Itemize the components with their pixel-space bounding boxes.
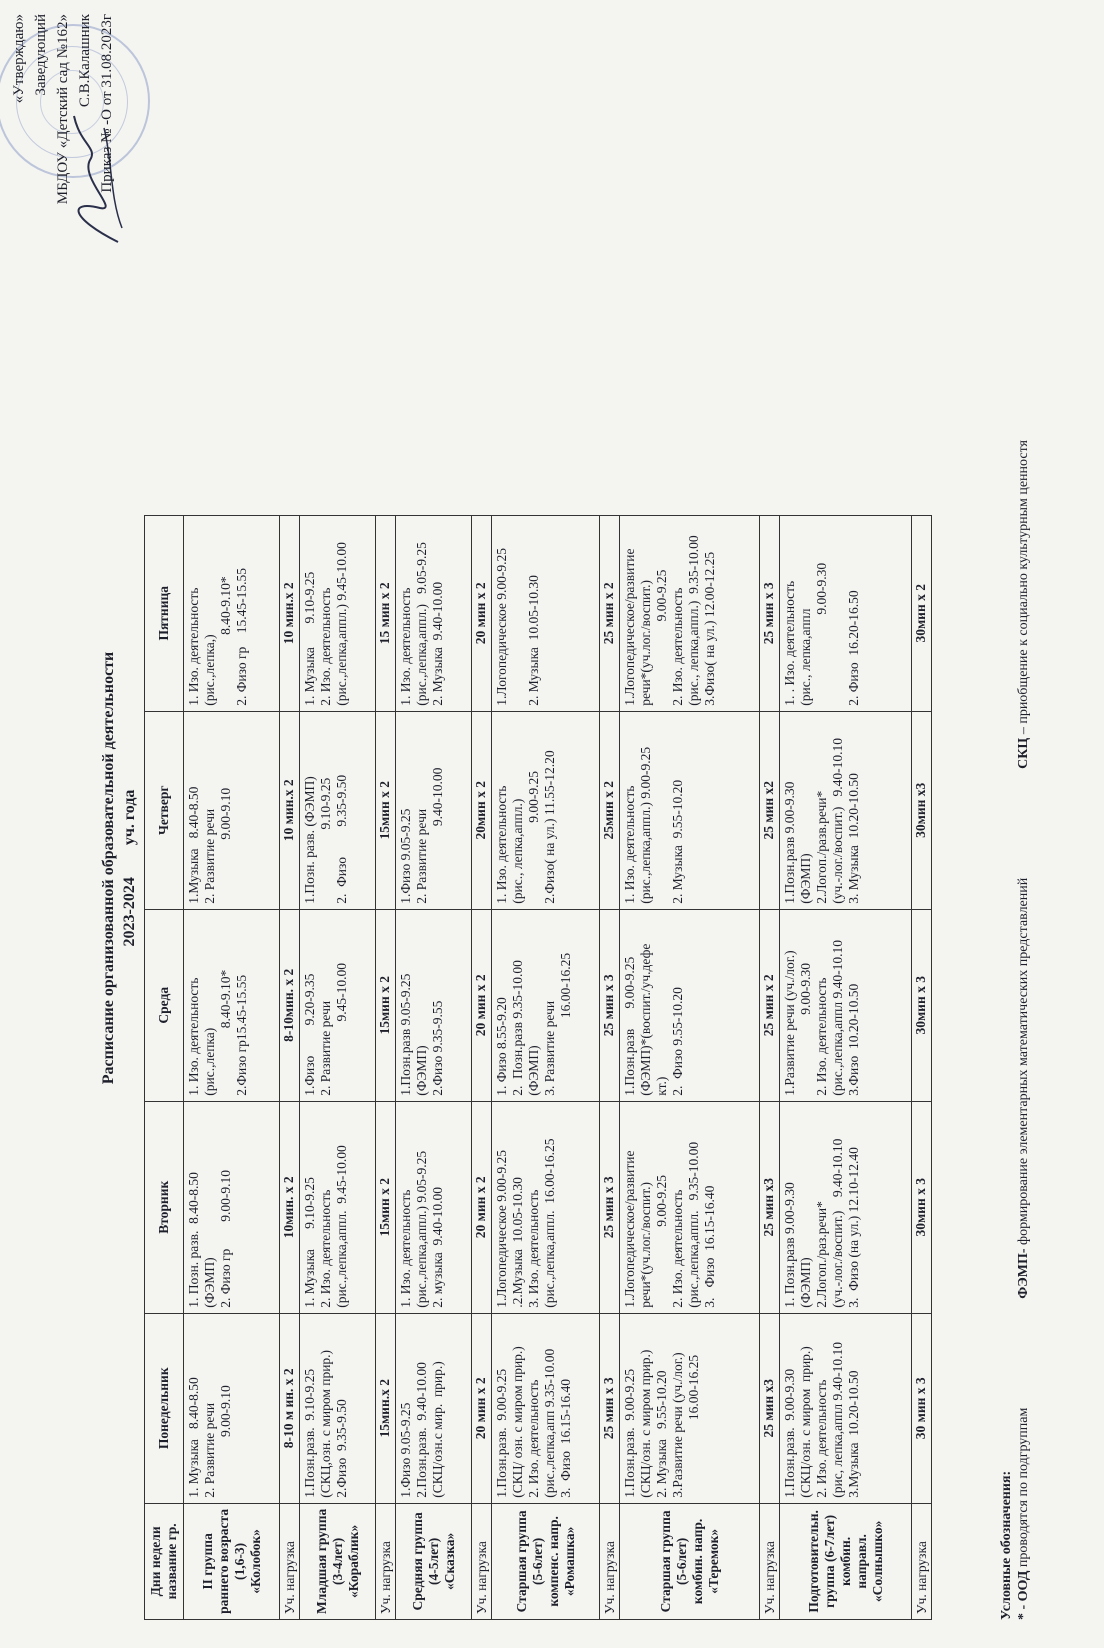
- lesson-line: 16.00-16.25: [558, 952, 573, 1096]
- lesson-line: 9.00-9.10: [218, 787, 233, 904]
- lesson-line: 3. Развитие речи: [542, 1000, 557, 1096]
- lesson-line: 1.Логопедическое 9.00-9.25: [494, 547, 509, 706]
- lesson-line: 1.Позн.разв. 9.00-9.25: [622, 1368, 637, 1498]
- lesson-line: 1. . Изо. деятельность: [782, 580, 797, 706]
- lesson-cell: [396, 1101, 472, 1313]
- lesson-line: 9.45-10.00: [334, 963, 349, 1096]
- lesson-line: (ФЭМП): [414, 1045, 429, 1096]
- lesson-line: кт.): [654, 1076, 669, 1096]
- schedule-table: [144, 515, 932, 1620]
- lesson-line: (ФЭМП): [526, 1045, 541, 1096]
- lesson-line: 2.Физо гр15.45-15.55: [234, 974, 249, 1096]
- load-value: 15 мин х 2: [376, 515, 396, 711]
- lesson-line: 2. Музыка 9.55-10.20: [654, 1370, 669, 1498]
- lesson-line: 1.Развитие речи (уч./лог.): [782, 950, 797, 1096]
- lesson-line: 3.Развитие речи (уч./лог.): [670, 1352, 685, 1498]
- lesson-line: 2. Изо. деятельность: [318, 1189, 333, 1308]
- lesson-line: 1. Физо 8.55-9.20: [494, 997, 509, 1096]
- group-name-line: Младшая группа: [313, 1508, 329, 1614]
- lesson-line: [654, 717, 670, 904]
- load-value: 25 мин х 3: [600, 909, 620, 1101]
- lesson-line: 1. Изо. деятельность: [398, 1189, 413, 1308]
- title-main: Расписание организованной образовательной деятельности: [100, 651, 117, 1085]
- lesson-line: 1.Позн.разв 9.05-9.25: [398, 973, 413, 1096]
- title-suffix: уч. года: [121, 789, 138, 846]
- load-value: 15мин х 2: [376, 711, 396, 909]
- lesson-line: 2. Музыка 9.55-10.20: [670, 779, 685, 904]
- lesson-line: 2.Логоп./разв.речи*: [814, 790, 829, 904]
- lesson-cell: [396, 515, 472, 711]
- load-value: 8-10мин. х 2: [280, 909, 300, 1101]
- group-name-line: группа (6-7лет): [821, 1514, 837, 1608]
- load-value: 25 мин х 2: [600, 515, 620, 711]
- lesson-line: (рис., лепка,аппл.) 9.35-10.00: [686, 535, 701, 706]
- lesson-line: 1.Позн.разв 9.00-9.25: [622, 956, 637, 1096]
- lesson-line: (рис., лепка,аппл: [798, 608, 813, 706]
- lesson-line: 1. Музыка 8.40-8.50: [186, 1377, 201, 1498]
- group-name-line: II группа: [199, 1533, 215, 1590]
- load-value: 25 мин х3: [760, 1101, 780, 1313]
- load-value: 15мин х 2: [376, 1101, 396, 1313]
- load-value: 20 мин х 2: [472, 1101, 492, 1313]
- lesson-line: (СКЦ,озн. с миром прир.): [318, 1349, 333, 1498]
- load-value: 30 мин х 3: [912, 1313, 932, 1503]
- lesson-cell: [492, 1101, 600, 1313]
- lesson-line: (рис.,лепка,аппл. 9.35-10.00: [686, 1141, 701, 1308]
- lesson-cell: [300, 909, 376, 1101]
- lesson-line: 1.Физо 9.05-9.25: [398, 1402, 413, 1498]
- load-value: 25 мин х2: [760, 711, 780, 909]
- load-row: [280, 515, 300, 1619]
- document-title: [98, 418, 140, 1318]
- lesson-cell: [780, 711, 912, 909]
- lesson-cell: [492, 711, 600, 909]
- load-value: 15мин х 2: [376, 909, 396, 1101]
- legend-femp-key: ФЭМП-: [1016, 1248, 1031, 1299]
- lesson-line: 1.Позн.разв. 9.00-9.30: [782, 1368, 797, 1498]
- group-name-cell: [300, 1503, 376, 1619]
- lesson-line: 2.Физо 9.35-9.50: [334, 1399, 349, 1498]
- lesson-line: 1.Логопедическое 9.00-9.25: [494, 1149, 509, 1308]
- title-year: 2023-2024: [121, 877, 138, 947]
- approval-block: [8, 14, 118, 264]
- lesson-cell: [184, 909, 280, 1101]
- header-cell: Понедельник: [145, 1313, 184, 1503]
- header-cell: Пятница: [145, 515, 184, 711]
- group-name-cell: [620, 1503, 760, 1619]
- lesson-line: 2. Музыка 10.05-10.30: [526, 575, 541, 706]
- group-name-line: (3-4лет): [329, 1537, 345, 1585]
- lesson-line: (рис, лепка,аппл 9.40-10.10: [830, 1341, 845, 1498]
- lesson-line: [510, 521, 526, 706]
- group-name-line: «Колобок»: [247, 1529, 263, 1594]
- load-value: 20 мин х 2: [472, 909, 492, 1101]
- header-cell: Дни недели название гр.: [145, 1503, 184, 1619]
- load-label: Уч. нагрузка: [376, 1503, 396, 1619]
- lesson-line: 2. Музыка 9.40-10.00: [430, 581, 445, 706]
- lesson-line: 8.40-9.10*: [218, 969, 233, 1096]
- group-name-cell: [396, 1503, 472, 1619]
- schedule-row: [780, 515, 912, 1619]
- lesson-line: [830, 521, 846, 706]
- lesson-line: 1.Позн. разв. (ФЭМП): [302, 776, 317, 904]
- lesson-line: (рис.,лепка,аппл.) 9.00-9.25: [638, 746, 653, 904]
- load-value: 30мин х 3: [912, 1101, 932, 1313]
- load-row: [376, 515, 396, 1619]
- lesson-cell: [396, 711, 472, 909]
- load-label: Уч. нагрузка: [472, 1503, 492, 1619]
- lesson-line: 2. Развитие речи: [202, 808, 217, 904]
- lesson-line: 3. Физо (на ул.) 12.10-12.40: [846, 1147, 861, 1308]
- lesson-cell: [780, 1313, 912, 1503]
- load-label: Уч. нагрузка: [280, 1503, 300, 1619]
- lesson-line: 2. Физо 9.35-9.50: [334, 774, 349, 904]
- load-value: 30мин х3: [912, 711, 932, 909]
- group-name-line: «Сказка»: [441, 1532, 457, 1591]
- load-value: 20 мин х 2: [472, 515, 492, 711]
- approval-line: Приказ № -О от 31.08.2023г: [99, 14, 115, 193]
- lesson-line: 2. музыка 9.40-10.00: [430, 1186, 445, 1308]
- lesson-line: 3.Физо( на ул.) 12.00-12.25: [702, 551, 717, 706]
- lesson-cell: [780, 1101, 912, 1313]
- load-value: 25 мин х3: [760, 1313, 780, 1503]
- lesson-cell: [184, 1313, 280, 1503]
- load-value: 30мин х 2: [912, 515, 932, 711]
- lesson-cell: [396, 1313, 472, 1503]
- lesson-line: 2. Развитие речи: [318, 1000, 333, 1096]
- lesson-cell: [620, 1313, 760, 1503]
- lesson-line: 1. Изо. деятельность: [494, 785, 509, 904]
- lesson-line: (ФЭМП): [798, 853, 813, 904]
- legend-femp-text: формирование элементарных математических представлений: [1016, 877, 1031, 1245]
- header-row: [145, 515, 184, 1619]
- load-value: 15мин.х 2: [376, 1313, 396, 1503]
- lesson-line: (СКЦ/озн.с мир. прир.): [430, 1361, 445, 1498]
- lesson-line: 2.Позн.разв. 9.40-10.00: [414, 1362, 429, 1498]
- lesson-cell: [620, 711, 760, 909]
- group-name-line: (1,6-3): [231, 1542, 247, 1580]
- header-cell: Четверг: [145, 711, 184, 909]
- lesson-line: .2.Музыка 10.05-10.30: [510, 1177, 525, 1308]
- lesson-line: 2.Физо( на ул.) 11.55-12.20: [542, 750, 557, 904]
- lesson-line: 3.Музыка 10.20-10.50: [846, 1370, 861, 1498]
- approval-line: С.В.Калашник: [77, 14, 93, 108]
- lesson-cell: [300, 711, 376, 909]
- lesson-line: 2.Физо 9.35-9.55: [430, 1000, 445, 1096]
- group-name-cell: [780, 1503, 912, 1619]
- group-name-line: (4-5лет): [425, 1537, 441, 1585]
- load-row: [472, 515, 492, 1619]
- group-name-line: (5-6лет): [673, 1537, 689, 1585]
- approval-line: «Утверждаю»: [11, 14, 27, 104]
- lesson-line: 1. Музыка 9.10-9.25: [302, 571, 317, 706]
- lesson-line: 1. Изо. деятельность: [186, 587, 201, 706]
- group-name-line: комбин. напр.: [689, 1518, 705, 1605]
- load-value: 25 мин х 3: [600, 1313, 620, 1503]
- lesson-line: (уч.-лог./воспит.) 9.40-10.10: [830, 738, 845, 904]
- lesson-line: 9.00-9.25: [654, 569, 669, 706]
- lesson-cell: [300, 1101, 376, 1313]
- lesson-line: речи*(уч.лог./воспит.): [638, 579, 653, 706]
- group-name-line: направл.: [853, 1534, 869, 1589]
- lesson-cell: [300, 515, 376, 711]
- group-name-line: Старшая группа: [513, 1510, 529, 1613]
- lesson-cell: [620, 515, 760, 711]
- lesson-line: 2. Развитие речи: [414, 808, 429, 904]
- load-row: [912, 515, 932, 1619]
- lesson-cell: [396, 909, 472, 1101]
- group-name-line: Старшая группа: [657, 1510, 673, 1613]
- lesson-line: 1. Позн. разв. 8.40-8.50: [186, 1172, 201, 1308]
- lesson-line: 8.40-9.10*: [218, 576, 233, 706]
- lesson-cell: [620, 1101, 760, 1313]
- header-cell: Среда: [145, 909, 184, 1101]
- lesson-line: (рис.,лепка): [202, 1027, 217, 1096]
- lesson-cell: [620, 909, 760, 1101]
- lesson-line: 2. Физо 16.20-16.50: [846, 590, 861, 706]
- lesson-line: 2. Развитие речи: [202, 1402, 217, 1498]
- lesson-line: речи*(уч.лог./воспит.): [638, 1181, 653, 1308]
- lesson-line: (ФЭМП): [202, 1257, 217, 1308]
- lesson-line: 1. Позн.разв 9.00-9.30: [782, 1182, 797, 1308]
- load-row: [600, 515, 620, 1619]
- lesson-cell: [184, 515, 280, 711]
- lesson-cell: [492, 1313, 600, 1503]
- group-name-line: «Ромашка»: [561, 1526, 577, 1597]
- lesson-line: (ФЭМП): [798, 1257, 813, 1308]
- lesson-line: (уч.-лог./воспит.) 9.40-10.10: [830, 1138, 845, 1308]
- lesson-line: 1. Изо. деятельность: [186, 977, 201, 1096]
- lesson-line: (рис.,лепка,аппл.) 9.05-9.25: [414, 542, 429, 706]
- legend: [998, 20, 1032, 1620]
- load-value: 10 мин.х 2: [280, 711, 300, 909]
- legend-skc-key: СКЦ: [1016, 737, 1031, 769]
- lesson-cell: [780, 909, 912, 1101]
- approval-line: Заведующий: [33, 14, 49, 96]
- load-value: 10 мин.х 2: [280, 515, 300, 711]
- load-value: 20 мин х 2: [472, 1313, 492, 1503]
- lesson-line: 1.Логопедическое/развитие: [622, 548, 637, 706]
- lesson-line: 2. Изо. деятельность: [526, 1379, 541, 1498]
- load-label: Уч. нагрузка: [912, 1503, 932, 1619]
- lesson-cell: [184, 1101, 280, 1313]
- lesson-line: 2. Изо. деятельность: [814, 977, 829, 1096]
- lesson-line: 1. Изо. деятельность: [622, 785, 637, 904]
- lesson-line: 2. Изо. деятельность: [318, 587, 333, 706]
- lesson-line: 1.Музыка 8.40-8.50: [186, 786, 201, 904]
- lesson-line: 1. Музыка 9.10-9.25: [302, 1177, 317, 1308]
- schedule-row: [300, 515, 376, 1619]
- lesson-line: 9.00-9.25: [526, 771, 541, 904]
- lesson-line: 2. Позн.разв 9.35-10.00: [510, 960, 525, 1096]
- lesson-line: 3. Физо 16.15-16.40: [558, 1378, 573, 1498]
- lesson-line: 1.Логопедическое/развитие: [622, 1150, 637, 1308]
- group-name-cell: [184, 1503, 280, 1619]
- lesson-line: (рис.,лепка,): [202, 634, 217, 706]
- legend-skc-text: – приобщение к социально культурным ценностя: [1016, 440, 1031, 735]
- lesson-line: 1.Позн.разв. 9.00-9.25: [494, 1368, 509, 1498]
- load-value: 25 мин х 2: [760, 909, 780, 1101]
- load-label: Уч. нагрузка: [600, 1503, 620, 1619]
- lesson-line: 2. Физо гр 15.45-15.55: [234, 567, 249, 706]
- load-value: 8-10 м ин. х 2: [280, 1313, 300, 1503]
- lesson-line: 1.Позн.разв 9.00-9.30: [782, 781, 797, 904]
- group-name-line: Подготовительн.: [805, 1510, 821, 1613]
- lesson-line: (рис.,лепка,аппл. 16.00-16.25: [542, 1138, 557, 1308]
- lesson-line: 1.Физо 9.20-9.35: [302, 973, 317, 1096]
- header-cell: Вторник: [145, 1101, 184, 1313]
- lesson-line: 2. Физо 9.55-10.20: [670, 987, 685, 1096]
- lesson-line: 3. Изо. деятельность: [526, 1189, 541, 1308]
- lesson-cell: [492, 909, 600, 1101]
- load-label: Уч. нагрузка: [760, 1503, 780, 1619]
- legend-header: Условные обозначения:: [999, 1470, 1014, 1620]
- lesson-line: 2. Физо гр 9.00-9.10: [218, 1169, 233, 1308]
- load-value: 20мин х 2: [472, 711, 492, 909]
- schedule-body: [184, 515, 932, 1619]
- approval-line: МБДОУ «Детский сад №162»: [55, 14, 71, 205]
- lesson-line: 9.00-9.30: [798, 963, 813, 1096]
- lesson-line: 2. Изо. деятельность: [670, 1189, 685, 1308]
- group-name-line: «Кораблик»: [345, 1524, 361, 1598]
- lesson-line: 2. Изо. деятельность: [670, 587, 685, 706]
- schedule-row: [396, 515, 472, 1619]
- lesson-line: 2. Изо. деятельность: [814, 1379, 829, 1498]
- lesson-line: (рис.,лепка,апп 9.35-10.00: [542, 1348, 557, 1498]
- lesson-cell: [300, 1313, 376, 1503]
- lesson-line: 2.Логоп./раз.речи*: [814, 1201, 829, 1308]
- lesson-line: 3.Физо 10.20-10.50: [846, 983, 861, 1096]
- load-value: 25 мин х 3: [600, 1101, 620, 1313]
- load-row: [760, 515, 780, 1619]
- lesson-line: 9.00-9.10: [218, 1385, 233, 1498]
- lesson-line: 1.Физо 9.05-9.25: [398, 808, 413, 904]
- lesson-line: 9.00-9.30: [814, 562, 829, 706]
- legend-star-key: * - ООД: [1016, 1570, 1031, 1620]
- group-name-line: Средняя группа: [409, 1512, 425, 1611]
- schedule-row: [492, 515, 600, 1619]
- lesson-line: (СКЦ/ озн. с миром прир.): [510, 1346, 525, 1498]
- lesson-line: 9.40-10.00: [430, 767, 445, 904]
- load-value: 25мин х 2: [600, 711, 620, 909]
- lesson-line: (ФЭМП)*(воспит./уч.дефе: [638, 943, 653, 1096]
- group-name-line: комбин.: [837, 1536, 853, 1586]
- group-name-line: «Теремок»: [705, 1528, 721, 1594]
- lesson-cell: [780, 515, 912, 711]
- group-name-cell: [492, 1503, 600, 1619]
- lesson-cell: [184, 711, 280, 909]
- schedule-row: [620, 515, 760, 1619]
- schedule-row: [184, 515, 280, 1619]
- group-name-line: компенс. напр.: [545, 1516, 561, 1607]
- group-name-line: (5-6лет): [529, 1537, 545, 1585]
- load-value: 10мин. х 2: [280, 1101, 300, 1313]
- lesson-line: 3. Музыка 10.20-10.50: [846, 773, 861, 904]
- lesson-line: (СКЦ/озн. с миром прир.): [638, 1349, 653, 1498]
- lesson-line: (рис.,лепка,аппл.) 9.45-10.00: [334, 542, 349, 706]
- lesson-line: (рис.,лепка,аппл. 9.45-10.00: [334, 1145, 349, 1308]
- lesson-line: 9.10-9.25: [318, 777, 333, 904]
- lesson-line: 3. Физо 16.15-16.40: [702, 1185, 717, 1308]
- lesson-line: 9.00-9.25: [654, 1175, 669, 1308]
- lesson-cell: [492, 515, 600, 711]
- lesson-line: (рис.,лепка,аппл 9.40-10.10: [830, 939, 845, 1096]
- lesson-line: 16.00-16.25: [686, 1354, 701, 1498]
- group-name-line: «Солнышко»: [869, 1520, 885, 1603]
- legend-star-text: проводятся по подгруппам: [1016, 1407, 1031, 1568]
- lesson-line: (рис., лепка,аппл.): [510, 798, 525, 904]
- lesson-line: 1.Позн.разв. 9.10-9.25: [302, 1368, 317, 1498]
- load-value: 25 мин х 3: [760, 515, 780, 711]
- lesson-line: (рис.,лепка,аппл.) 9.05-9.25: [414, 1150, 429, 1308]
- load-value: 30мин х 3: [912, 909, 932, 1101]
- lesson-line: 1. Изо. деятельность: [398, 587, 413, 706]
- lesson-line: (СКЦ/озн. с миром прир.): [798, 1346, 813, 1498]
- group-name-line: раннего возраста: [215, 1508, 231, 1614]
